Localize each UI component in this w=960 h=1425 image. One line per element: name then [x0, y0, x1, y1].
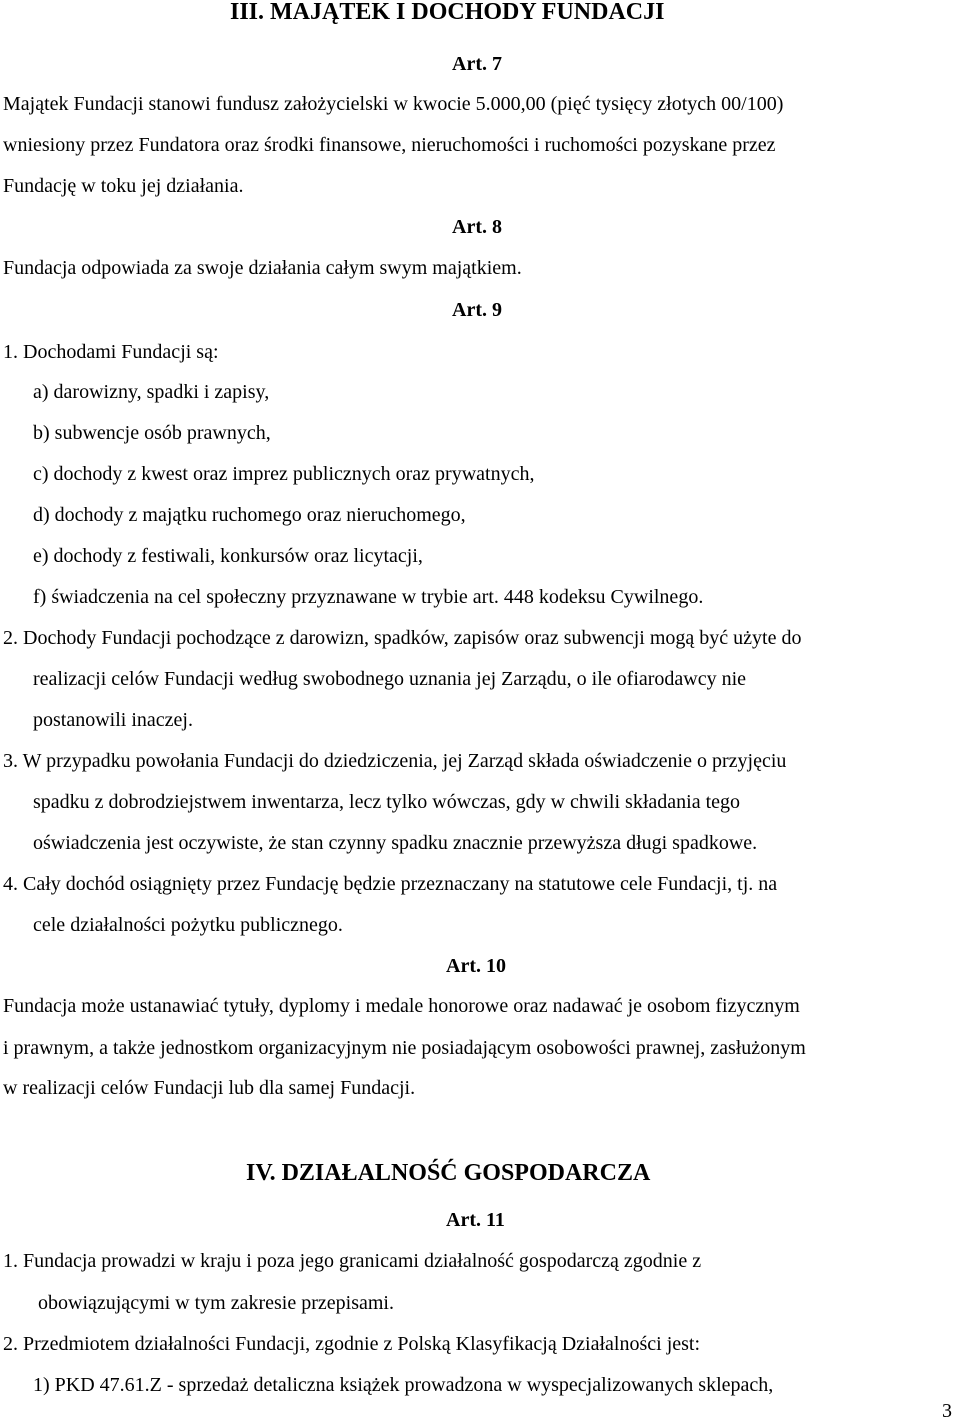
art-11-item-1: 1) PKD 47.61.Z - sprzedaż detaliczna książek prowadzona w wyspecjalizowanych sklepach, [33, 1374, 774, 1396]
art-9-item-b: b) subwencje osób prawnych, [33, 422, 271, 444]
art-9-item-d: d) dochody z majątku ruchomego oraz nieruchomego, [33, 504, 466, 526]
art-11-heading: Art. 11 [446, 1209, 505, 1231]
art-11-paragraph-1-line-2: obowiązującymi w tym zakresie przepisami. [38, 1292, 394, 1314]
art-9-heading: Art. 9 [452, 299, 502, 321]
art-7-line-1: Majątek Fundacji stanowi fundusz założycielski w kwocie 5.000,00 (pięć tysięcy złotych 00/100) [3, 93, 784, 115]
art-9-item-e: e) dochody z festiwali, konkursów oraz licytacji, [33, 545, 423, 567]
art-9-item-f: f) świadczenia na cel społeczny przyznawane w trybie art. 448 kodeksu Cywilnego. [33, 586, 704, 608]
art-7-line-2: wniesiony przez Fundatora oraz środki finansowe, nieruchomości i ruchomości pozyskane przez [3, 134, 776, 156]
section-iii-title: III. MAJĄTEK I DOCHODY FUNDACJI [230, 0, 665, 25]
section-iv-title: IV. DZIAŁALNOŚĆ GOSPODARCZA [246, 1160, 651, 1186]
art-11-paragraph-1-line-1: 1. Fundacja prowadzi w kraju i poza jego granicami działalność gospodarczą zgodnie z [3, 1250, 702, 1272]
art-9-paragraph-3-line-3: oświadczenia jest oczywiste, że stan czynny spadku znacznie przewyższa długi spadkowe. [33, 832, 758, 854]
art-7-line-3: Fundację w toku jej działania. [3, 175, 244, 197]
art-10-line-1: Fundacja może ustanawiać tytuły, dyplomy i medale honorowe oraz nadawać je osobom fizycznym [3, 995, 800, 1017]
art-8-line-1: Fundacja odpowiada za swoje działania całym swym majątkiem. [3, 257, 522, 279]
art-9-paragraph-2-line-1: 2. Dochody Fundacji pochodzące z darowizn, spadków, zapisów oraz subwencji mogą być użyte do [3, 627, 802, 649]
art-9-paragraph-3-line-2: spadku z dobrodziejstwem inwentarza, lecz tylko wówczas, gdy w chwili składania tego [33, 791, 741, 813]
art-9-paragraph-3-line-1: 3. W przypadku powołania Fundacji do dziedziczenia, jej Zarząd składa oświadczenie o przyjęciu [3, 750, 787, 772]
art-9-paragraph-4-line-1: 4. Cały dochód osiągnięty przez Fundację będzie przeznaczany na statutowe cele Fundacji, tj. na [3, 873, 778, 895]
art-10-line-2: i prawnym, a także jednostkom organizacyjnym nie posiadającym osobowości prawnej, zasłużonym [3, 1037, 806, 1059]
art-9-item-a: a) darowizny, spadki i zapisy, [33, 381, 270, 403]
page-number: 3 [942, 1400, 952, 1422]
art-9-paragraph-2-line-2: realizacji celów Fundacji według swobodnego uznania jej Zarządu, o ile ofiarodawcy nie [33, 668, 747, 690]
art-9-paragraph-4-line-2: cele działalności pożytku publicznego. [33, 914, 343, 936]
art-8-heading: Art. 8 [452, 216, 502, 238]
art-9-paragraph-1: 1. Dochodami Fundacji są: [3, 341, 219, 363]
art-7-heading: Art. 7 [452, 53, 502, 75]
art-10-line-3: w realizacji celów Fundacji lub dla samej Fundacji. [3, 1077, 416, 1099]
art-11-paragraph-2: 2. Przedmiotem działalności Fundacji, zgodnie z Polską Klasyfikacją Działalności jest: [3, 1333, 701, 1355]
art-9-paragraph-2-line-3: postanowili inaczej. [33, 709, 193, 731]
art-9-item-c: c) dochody z kwest oraz imprez publicznych oraz prywatnych, [33, 463, 535, 485]
art-10-heading: Art. 10 [446, 955, 506, 977]
